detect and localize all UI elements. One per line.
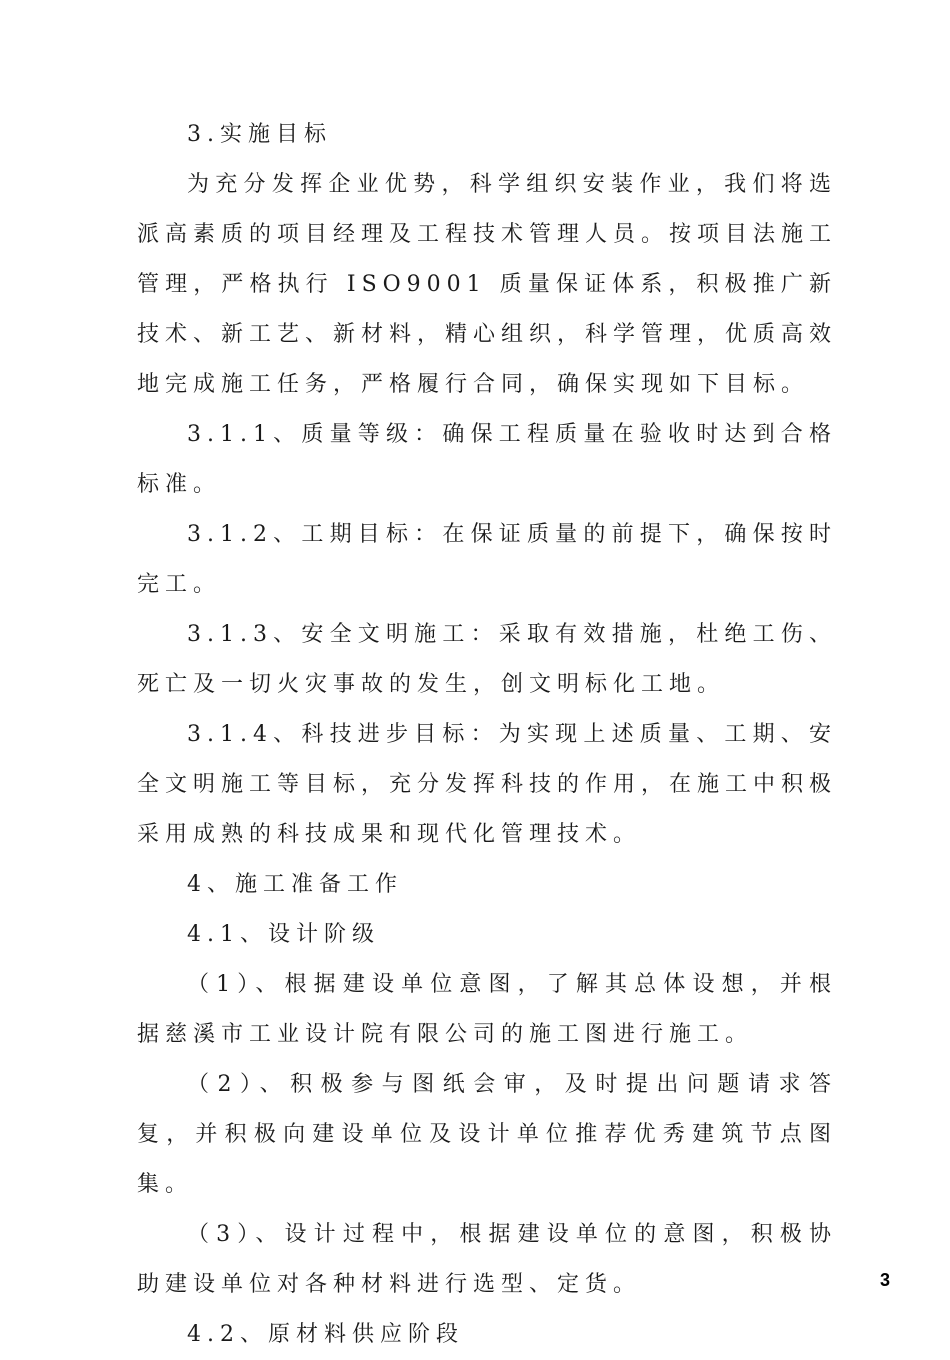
section-heading-4-1: 4.1、设计阶级 xyxy=(187,922,380,947)
paragraph-design-item-1: （1）、根据建设单位意图，了解其总体设想，并根据慈溪市工业设计院有限公司的施工图进行施工。 xyxy=(137,972,837,1047)
page-number: 3 xyxy=(880,1270,891,1290)
document-page xyxy=(137,110,837,1360)
paragraph-safety-goal: 3.1.3、安全文明施工：采取有效措施，杜绝工伤、死亡及一切火灾事故的发生，创文明标化工地。 xyxy=(137,622,837,697)
paragraph-tech-goal: 3.1.4、科技进步目标：为实现上述质量、工期、安全文明施工等目标，充分发挥科技的作用，在施工中积极采用成熟的科技成果和现代化管理技术。 xyxy=(137,722,838,847)
paragraph-design-item-3: （3）、设计过程中，根据建设单位的意图，积极协助建设单位对各种材料进行选型、定货。 xyxy=(137,1222,837,1297)
paragraph-schedule-goal: 3.1.2、工期目标：在保证质量的前提下，确保按时完工。 xyxy=(137,522,837,597)
section-heading-4-2: 4.2、原材料供应阶段 xyxy=(187,1322,464,1347)
paragraph-quality-level: 3.1.1、质量等级：确保工程质量在验收时达到合格标准。 xyxy=(137,422,837,497)
paragraph-design-item-2: （2）、积极参与图纸会审，及时提出问题请求答复，并积极向建设单位及设计单位推荐优秀建筑节点图集。 xyxy=(137,1072,837,1197)
section-heading-4: 4、施工准备工作 xyxy=(187,872,403,897)
paragraph-intro: 为充分发挥企业优势，科学组织安装作业，我们将选派高素质的项目经理及工程技术管理人员。按项目法施工管理，严格执行 ISO9001 质量保证体系，积极推广新技术、新工艺、新材料，精心组织，科学管理，优质高效地完成施工任务，严格履行合同，确保实现如下目标。 xyxy=(137,172,838,397)
section-heading-3: 3.实施目标 xyxy=(187,122,332,147)
